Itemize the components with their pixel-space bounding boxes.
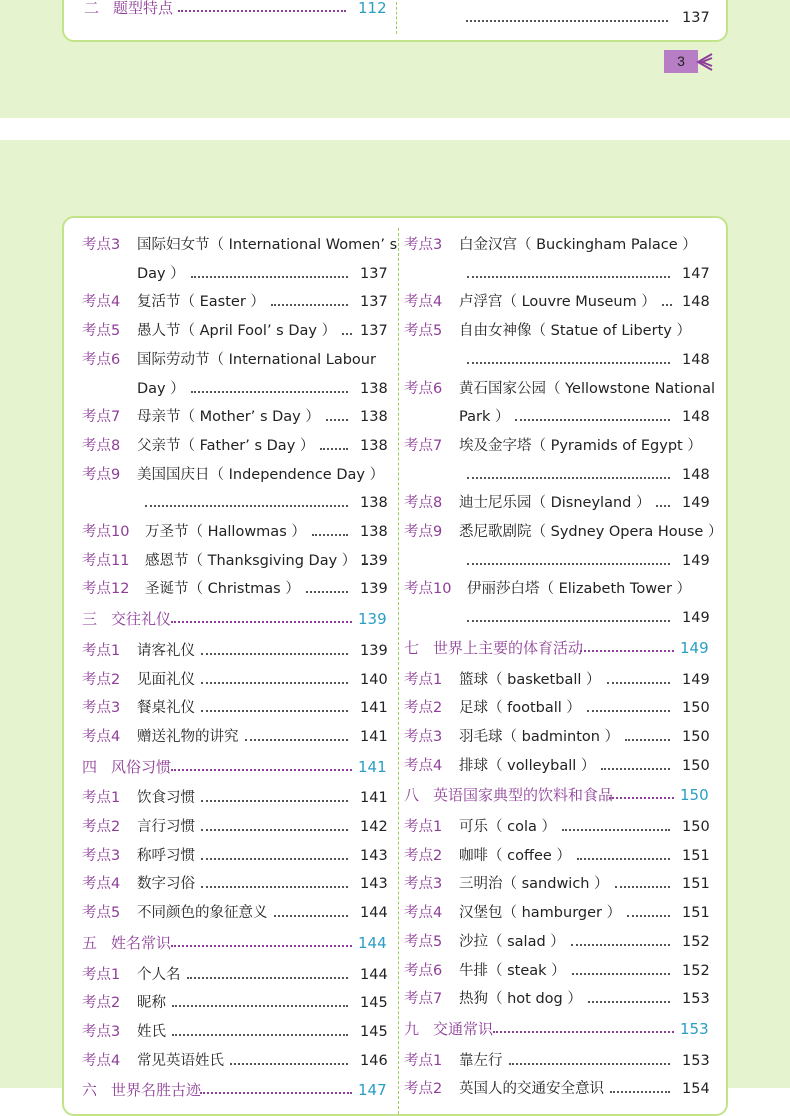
dot-leader <box>191 391 348 393</box>
entry-text: 黄石国家公园（ Yellowstone National <box>459 380 716 397</box>
page-number: 138 <box>360 495 388 512</box>
entry-text: 不同颜色的象征意义 <box>137 905 268 922</box>
dot-leader <box>662 304 672 306</box>
kaodian-label: 考点9 <box>82 466 121 483</box>
entry-text: 篮球（ basketball ） <box>459 671 601 688</box>
kaodian-label: 考点2 <box>404 700 443 717</box>
kaodian-label: 考点5 <box>82 323 121 340</box>
page-number: 145 <box>360 1023 388 1040</box>
entry-text: 称呼习惯 <box>137 847 195 864</box>
page-number: 141 <box>360 790 388 807</box>
dot-leader <box>326 419 348 421</box>
entry-text: 汉堡包（ hamburger ） <box>459 905 622 922</box>
entry-text: 羽毛球（ badminton ） <box>459 728 620 745</box>
page-number: 146 <box>360 1052 388 1069</box>
entry-text: 昵称 <box>137 995 166 1012</box>
section-page: 153 <box>680 1019 709 1038</box>
page-number: 152 <box>682 962 710 979</box>
kaodian-label: 考点9 <box>404 524 443 540</box>
entry-text: 圣诞节（ Christmas ） <box>145 581 300 598</box>
page-number: 149 <box>682 610 710 627</box>
dot-leader <box>572 973 670 975</box>
entry-text: 愚人节（ April Fool’ s Day ） <box>137 323 337 340</box>
column-divider <box>398 228 399 1114</box>
top-right-leader <box>466 20 668 22</box>
entry-text: 牛排（ steak ） <box>459 962 566 979</box>
top-section-page: 112 <box>358 0 387 17</box>
dot-leader <box>201 886 348 888</box>
section-leader <box>200 1092 352 1094</box>
section-page: 139 <box>358 610 387 629</box>
page-number: 137 <box>360 323 388 340</box>
page-number: 148 <box>682 351 710 368</box>
kaodian-label: 考点1 <box>404 1052 443 1069</box>
page-number: 151 <box>682 847 710 864</box>
dot-leader <box>588 1001 670 1003</box>
entry-text: 可乐（ cola ） <box>459 819 556 835</box>
kaodian-label: 考点2 <box>82 995 121 1012</box>
dot-leader <box>191 276 348 278</box>
kaodian-label: 考点3 <box>404 728 443 745</box>
page-number: 150 <box>682 757 710 774</box>
page-number: 148 <box>682 409 710 426</box>
section-title: 英语国家典型的饮料和食品 <box>433 786 614 805</box>
entry-text: 见面礼仪 <box>137 671 195 688</box>
kaodian-label: 考点8 <box>82 437 121 454</box>
page-number: 149 <box>682 552 710 569</box>
dot-leader <box>515 419 670 421</box>
entry-text: Park ） <box>459 409 510 426</box>
dot-leader <box>587 710 670 712</box>
page-number-badge: 3 <box>664 50 698 73</box>
dot-leader <box>342 333 352 335</box>
page-number: 144 <box>360 905 388 922</box>
entry-text: 英国人的交通安全意识 <box>459 1081 604 1098</box>
page-number: 138 <box>360 437 388 454</box>
kaodian-label: 考点1 <box>404 819 443 835</box>
dot-leader <box>201 710 348 712</box>
entry-text: 排球（ volleyball ） <box>459 757 596 774</box>
kaodian-label: 考点1 <box>82 790 121 807</box>
dot-leader <box>562 829 670 831</box>
section-title: 风俗习惯 <box>111 757 172 776</box>
kaodian-label: 考点7 <box>82 409 121 426</box>
entry-text: 母亲节（ Mother’ s Day ） <box>137 409 320 426</box>
kaodian-label: 考点6 <box>404 962 443 979</box>
dot-leader <box>245 739 349 741</box>
entry-text: 常见英语姓氏 <box>137 1052 224 1069</box>
page-number: 150 <box>682 819 710 835</box>
page-number: 143 <box>360 876 388 893</box>
section-number: 三 <box>82 610 98 629</box>
entry-text: 靠左行 <box>459 1052 503 1069</box>
kaodian-label: 考点4 <box>404 757 443 774</box>
kaodian-label: 考点5 <box>404 933 443 950</box>
top-section-number: 二 <box>84 0 100 17</box>
kaodian-label: 考点1 <box>82 642 121 659</box>
kaodian-label: 考点4 <box>82 1052 121 1069</box>
entry-text: 自由女神像（ Statue of Liberty ） <box>459 323 691 340</box>
page-number: 148 <box>682 466 710 483</box>
entry-text: 餐桌礼仪 <box>137 700 195 717</box>
dot-leader <box>577 858 670 860</box>
dot-leader <box>201 858 348 860</box>
kaodian-label: 考点2 <box>82 819 121 835</box>
page-number: 153 <box>682 1052 710 1069</box>
entry-text: 热狗（ hot dog ） <box>459 991 582 1008</box>
dot-leader <box>172 1005 348 1007</box>
dot-leader <box>627 915 670 917</box>
dot-leader <box>201 653 348 655</box>
entry-text: 国际劳动节（ International Labour <box>137 351 376 368</box>
dot-leader <box>467 276 670 278</box>
entry-text: Day ） <box>137 380 185 397</box>
section-title: 姓名常识 <box>111 933 172 952</box>
kaodian-label: 考点3 <box>404 237 443 253</box>
entry-text: 万圣节（ Hallowmas ） <box>145 524 306 540</box>
page-number: 137 <box>360 265 388 282</box>
kaodian-label: 考点10 <box>404 581 452 598</box>
kaodian-label: 考点5 <box>404 323 443 340</box>
kaodian-label: 考点3 <box>404 876 443 893</box>
page-number: 150 <box>682 700 710 717</box>
page-number: 148 <box>682 294 710 311</box>
section-title: 交通常识 <box>433 1019 494 1038</box>
kaodian-label: 考点1 <box>404 671 443 688</box>
entry-text: 三明治（ sandwich ） <box>459 876 609 893</box>
kaodian-label: 考点7 <box>404 991 443 1008</box>
dot-leader <box>656 505 670 507</box>
dot-leader <box>571 944 670 946</box>
entry-text: 白金汉宫（ Buckingham Palace ） <box>459 237 697 253</box>
dot-leader <box>271 304 348 306</box>
section-page: 141 <box>358 757 387 776</box>
dot-leader <box>467 477 670 479</box>
kaodian-label: 考点5 <box>82 905 121 922</box>
arrow-icon <box>694 52 714 72</box>
kaodian-label: 考点1 <box>82 966 121 983</box>
entry-text: 言行习惯 <box>137 819 195 835</box>
page-number: 141 <box>360 728 388 745</box>
section-number: 五 <box>82 933 98 952</box>
page-number: 139 <box>360 642 388 659</box>
page-number: 143 <box>360 847 388 864</box>
page-number: 152 <box>682 933 710 950</box>
section-number: 九 <box>404 1019 420 1038</box>
page-number: 144 <box>360 966 388 983</box>
section-page: 150 <box>680 786 709 805</box>
dot-leader <box>625 739 670 741</box>
top-right-page: 137 <box>682 10 710 26</box>
dot-leader <box>201 800 348 802</box>
page-number: 147 <box>682 265 710 282</box>
section-number: 四 <box>82 757 98 776</box>
page-number: 151 <box>682 876 710 893</box>
section-page: 149 <box>680 638 709 657</box>
section-title: 交往礼仪 <box>111 610 172 629</box>
entry-text: 数字习俗 <box>137 876 195 893</box>
dot-leader <box>201 829 348 831</box>
section-leader <box>171 621 352 623</box>
entry-text: 卢浮宫（ Louvre Museum ） <box>459 294 656 311</box>
dot-leader <box>467 563 670 565</box>
dot-leader <box>615 886 670 888</box>
entry-text: 父亲节（ Father’ s Day ） <box>137 437 315 454</box>
entry-text: 饮食习惯 <box>137 790 195 807</box>
page-number: 153 <box>682 991 710 1008</box>
kaodian-label: 考点4 <box>404 905 443 922</box>
kaodian-label: 考点2 <box>82 671 121 688</box>
kaodian-label: 考点3 <box>82 700 121 717</box>
page-number: 140 <box>360 671 388 688</box>
entry-text: 迪士尼乐园（ Disneyland ） <box>459 495 651 512</box>
kaodian-label: 考点4 <box>82 294 121 311</box>
page-number: 138 <box>360 524 388 540</box>
section-leader <box>171 769 352 771</box>
dot-leader <box>172 1034 348 1036</box>
kaodian-label: 考点6 <box>82 351 121 368</box>
section-leader <box>493 1031 674 1033</box>
page-number: 138 <box>360 409 388 426</box>
entry-text: 埃及金字塔（ Pyramids of Egypt ） <box>459 437 702 454</box>
kaodian-label: 考点8 <box>404 495 443 512</box>
page-number: 150 <box>682 728 710 745</box>
entry-text: 感恩节（ Thanksgiving Day ） <box>145 552 357 569</box>
kaodian-label: 考点2 <box>404 847 443 864</box>
page-number: 139 <box>360 552 388 569</box>
section-number: 七 <box>404 638 420 657</box>
section-page: 147 <box>358 1081 387 1100</box>
dot-leader <box>320 448 348 450</box>
dot-leader <box>509 1063 671 1065</box>
page-number: 149 <box>682 671 710 688</box>
dot-leader <box>467 620 670 622</box>
kaodian-label: 考点12 <box>82 581 130 598</box>
dot-leader <box>607 682 671 684</box>
page-number: 139 <box>360 581 388 598</box>
section-number: 六 <box>82 1081 98 1100</box>
entry-text: 请客礼仪 <box>137 642 195 659</box>
entry-text: 伊丽莎白塔（ Elizabeth Tower ） <box>467 581 692 598</box>
entry-text: 沙拉（ salad ） <box>459 933 565 950</box>
section-title: 世界上主要的体育活动 <box>433 638 584 657</box>
kaodian-label: 考点4 <box>82 876 121 893</box>
dot-leader <box>201 682 348 684</box>
entry-text: 赠送礼物的讲究 <box>137 728 239 745</box>
page-number: 145 <box>360 995 388 1012</box>
entry-text: 国际妇女节（ International Women’ s <box>137 237 398 253</box>
kaodian-label: 考点11 <box>82 552 130 569</box>
kaodian-label: 考点3 <box>82 237 121 253</box>
section-leader <box>580 650 674 652</box>
section-number: 八 <box>404 786 420 805</box>
page-number: 154 <box>682 1081 710 1098</box>
page-number: 149 <box>682 495 710 512</box>
section-title: 世界名胜古迹 <box>111 1081 202 1100</box>
dot-leader <box>274 915 349 917</box>
top-section-leader <box>178 10 346 12</box>
dot-leader <box>230 1063 348 1065</box>
entry-text: Day ） <box>137 265 185 282</box>
entry-text: 个人名 <box>137 966 181 983</box>
entry-text: 悉尼歌剧院（ Sydney Opera House ） <box>459 524 723 540</box>
dot-leader <box>312 534 348 536</box>
section-leader <box>171 945 352 947</box>
kaodian-label: 考点7 <box>404 437 443 454</box>
kaodian-label: 考点6 <box>404 380 443 397</box>
kaodian-label: 考点2 <box>404 1081 443 1098</box>
section-leader <box>609 797 674 799</box>
dot-leader <box>610 1091 670 1093</box>
page-number: 138 <box>360 380 388 397</box>
dot-leader <box>601 768 670 770</box>
entry-text: 足球（ football ） <box>459 700 581 717</box>
page-number: 137 <box>360 294 388 311</box>
kaodian-label: 考点4 <box>404 294 443 311</box>
entry-text: 复活节（ Easter ） <box>137 294 265 311</box>
page-number: 142 <box>360 819 388 835</box>
column-divider <box>396 2 397 34</box>
page-number: 141 <box>360 700 388 717</box>
dot-leader <box>187 977 349 979</box>
entry-text: 美国国庆日（ Independence Day ） <box>137 466 385 483</box>
top-section-title: 题型特点 <box>113 0 174 17</box>
kaodian-label: 考点3 <box>82 847 121 864</box>
kaodian-label: 考点3 <box>82 1023 121 1040</box>
kaodian-label: 考点10 <box>82 524 130 540</box>
entry-text: 咖啡（ coffee ） <box>459 847 571 864</box>
entry-text: 姓氏 <box>137 1023 166 1040</box>
page-number: 151 <box>682 905 710 922</box>
dot-leader <box>145 505 348 507</box>
kaodian-label: 考点4 <box>82 728 121 745</box>
dot-leader <box>306 591 348 593</box>
section-page: 144 <box>358 933 387 952</box>
dot-leader <box>467 362 670 364</box>
